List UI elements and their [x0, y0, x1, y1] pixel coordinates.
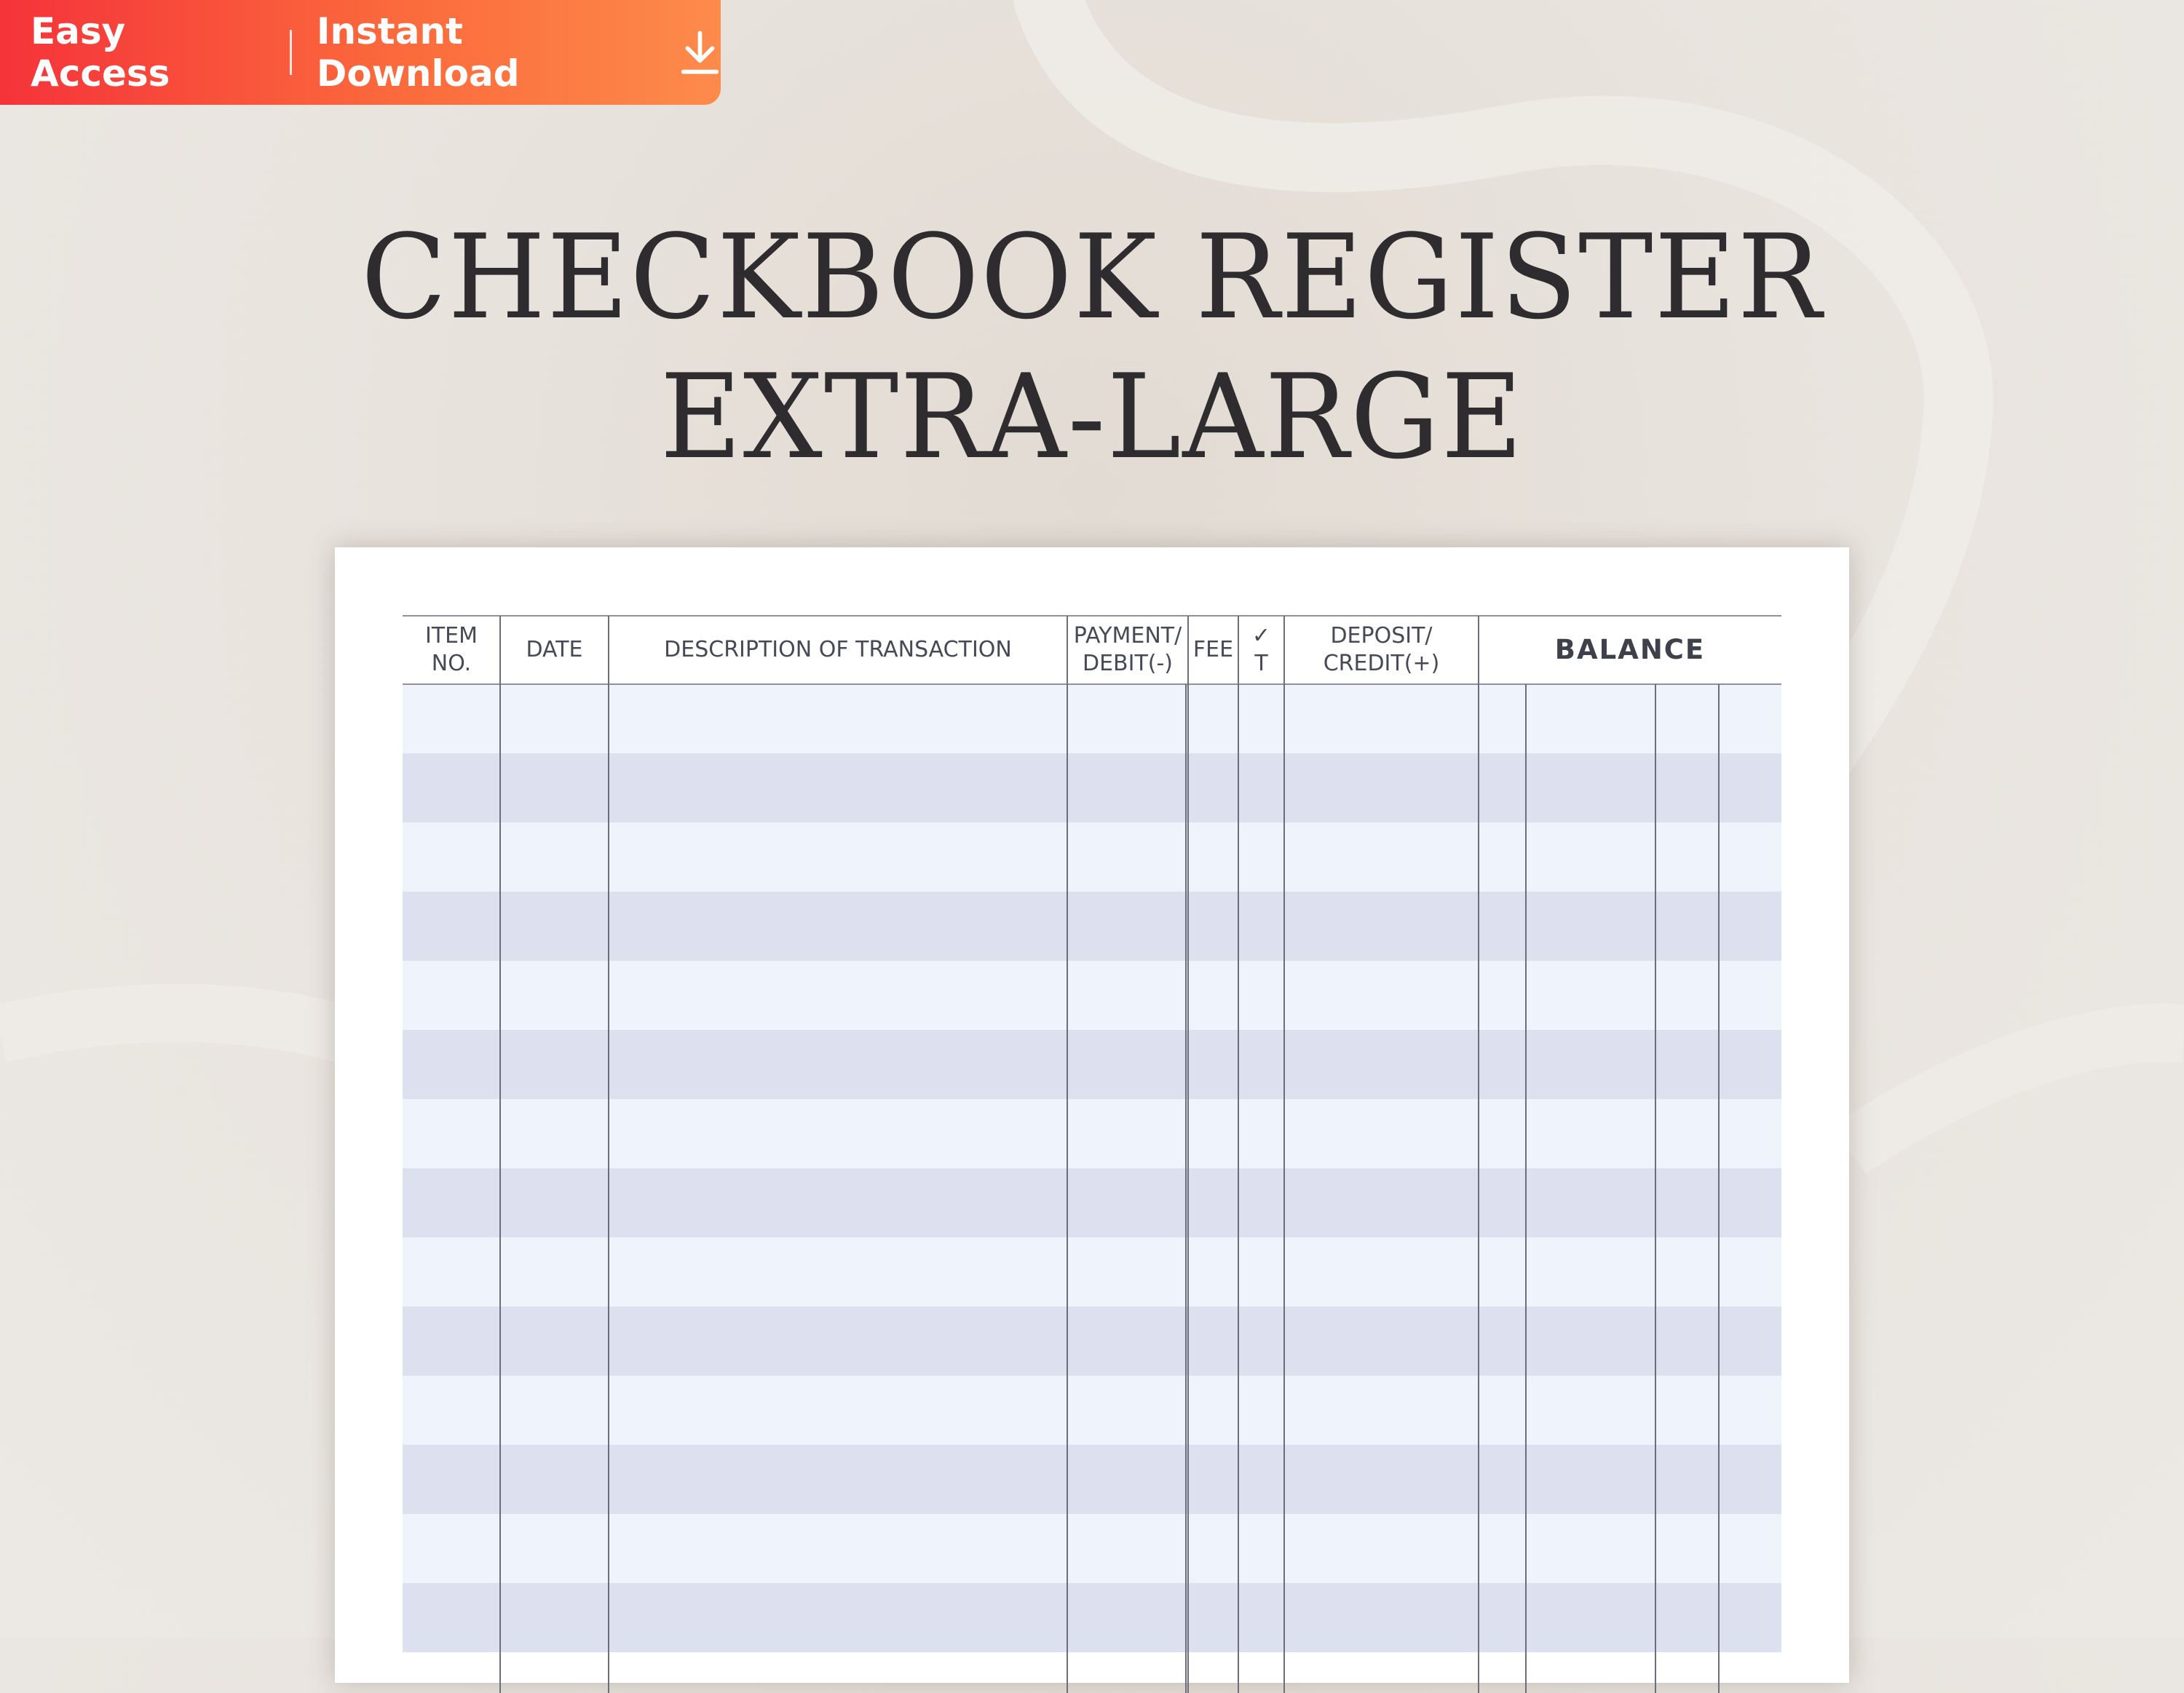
register-row[interactable] [403, 961, 1781, 1030]
register-row[interactable] [403, 822, 1781, 892]
cents-divider [1655, 684, 1656, 1693]
badge-divider [290, 30, 292, 75]
cents-divider [1525, 684, 1527, 1693]
register-row[interactable] [403, 1514, 1781, 1583]
checkbook-register-table [403, 616, 1781, 1693]
column-divider [1067, 616, 1068, 1693]
register-row[interactable] [403, 1168, 1781, 1237]
header-item [403, 616, 500, 684]
header-payment-line1: PAYMENT/ [1073, 623, 1182, 649]
header-rule [403, 683, 1781, 685]
register-row[interactable] [403, 684, 1781, 753]
header-balance-line1: BALANCE [1554, 634, 1706, 665]
header-description-line1: DESCRIPTION OF TRANSACTION [664, 637, 1012, 662]
easy-access-label: Easy Access [31, 10, 170, 95]
column-divider [1238, 616, 1239, 1693]
register-row[interactable] [403, 1030, 1781, 1099]
download-icon [679, 28, 721, 77]
header-check [1238, 616, 1284, 684]
register-row[interactable] [403, 1099, 1781, 1168]
header-rule [403, 615, 1781, 616]
header-deposit [1284, 616, 1479, 684]
header-fee [1188, 616, 1238, 684]
column-divider [1478, 616, 1479, 1693]
header-deposit-line2: CREDIT(+) [1323, 651, 1440, 676]
column-divider [608, 616, 609, 1693]
register-sheet [335, 547, 1849, 1683]
register-row[interactable] [403, 1376, 1781, 1445]
register-row[interactable] [403, 1307, 1781, 1376]
header-item-line1: ITEM [424, 623, 478, 649]
header-payment [1067, 616, 1188, 684]
register-row[interactable] [403, 1583, 1781, 1652]
cents-divider [1185, 684, 1187, 1693]
column-divider [499, 616, 501, 1693]
register-row[interactable] [403, 1445, 1781, 1514]
register-row[interactable] [403, 753, 1781, 822]
title-line-2: EXTRA-LARGE [660, 349, 1524, 485]
page-title [44, 207, 2140, 487]
header-date [500, 616, 609, 684]
header-check-line2: T [1254, 651, 1268, 676]
header-fee-line1: FEE [1192, 637, 1234, 662]
header-balance [1479, 616, 1781, 684]
register-row[interactable] [403, 1237, 1781, 1307]
title-line-1: CHECKBOOK REGISTER [360, 209, 1824, 345]
header-date-line1: DATE [526, 637, 583, 662]
header-check-line1: ✓ [1251, 623, 1271, 649]
header-payment-line2: DEBIT(-) [1082, 651, 1174, 676]
easy-access-badge[interactable] [0, 0, 721, 105]
column-divider [1187, 616, 1189, 1693]
cents-divider [1718, 684, 1720, 1693]
register-row[interactable] [403, 892, 1781, 961]
column-divider [1283, 616, 1285, 1693]
instant-download-label: Instant Download [316, 10, 520, 95]
header-description [609, 616, 1067, 684]
header-item-line2: NO. [431, 651, 472, 676]
header-deposit-line1: DEPOSIT/ [1330, 623, 1433, 649]
